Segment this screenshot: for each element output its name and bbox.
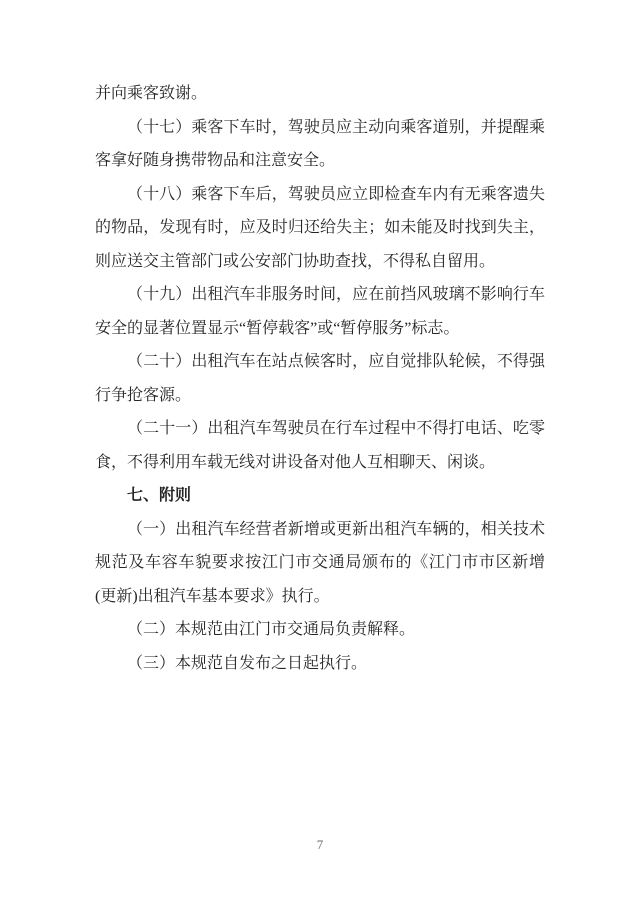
paragraph: （十八）乘客下车后，驾驶员应立即检查车内有无乘客遗失的物品，发现有时，应及时归还给失主；如未能及时找到失主，则应送交主管部门或公安部门协助查找，不得私自留用。 xyxy=(95,185,545,270)
document-body xyxy=(95,77,545,680)
page-number: 7 xyxy=(316,837,324,852)
paragraph: 并向乘客致谢。 xyxy=(95,85,208,102)
paragraph: （十九）出租汽车非服务时间，应在前挡风玻璃不影响行车安全的显著位置显示“暂停载客”或“暂停服务”标志。 xyxy=(95,286,545,337)
paragraph: （二十）出租汽车在站点候客时，应自觉排队轮候，不得强行争抢客源。 xyxy=(95,353,545,404)
paragraph: （二）本规范由江门市交通局负责解释。 xyxy=(127,621,416,638)
paragraph: （二十一）出租汽车驾驶员在行车过程中不得打电话、吃零食，不得利用车载无线对讲设备对他人互相聊天、闲谈。 xyxy=(95,420,545,471)
section-heading: 七、附则 xyxy=(127,487,192,504)
paragraph: （一）出租汽车经营者新增或更新出租汽车辆的，相关技术规范及车容车貌要求按江门市交通局颁布的《江门市市区新增(更新)出租汽车基本要求》执行。 xyxy=(95,520,545,605)
paragraph: （十七）乘客下车时，驾驶员应主动向乘客道别，并提醒乘客拿好随身携带物品和注意安全。 xyxy=(95,118,545,169)
paragraph: （三）本规范自发布之日起执行。 xyxy=(127,654,368,672)
